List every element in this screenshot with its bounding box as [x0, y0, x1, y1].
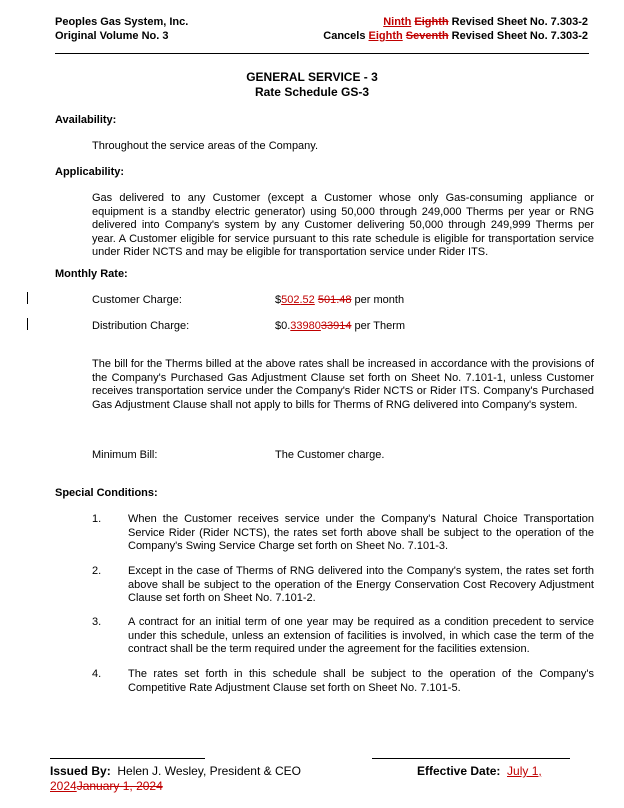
effective-date-deleted: January 1, 2024	[76, 779, 163, 793]
cancels-prefix: Cancels	[323, 30, 369, 42]
cancels-deleted-text: Seventh	[405, 30, 449, 42]
applicability-text: Gas delivered to any Customer (except a Customer whose only Gas-consuming appliance or equipment is a standby electric generator) using 50,000 through 249,000 Therms per year or RNG delivered into Company's system by any Customer delivering 50,000 through 249,999 Therms per year. A Customer eligible for service pursuant to this rate schedule is eligible for transportation service under Rider NCTS and may be eligible for transportation service under Rider ITS.	[92, 192, 594, 259]
effective-date-label: Effective Date:	[417, 764, 501, 778]
effective-date-continued	[50, 779, 163, 793]
distribution-charge-value	[275, 320, 405, 332]
schedule-subtitle: Rate Schedule GS-3	[254, 85, 370, 99]
distribution-charge-deleted: 33914	[320, 320, 352, 332]
customer-charge-deleted: 501.48	[317, 294, 352, 306]
issued-by-value: Helen J. Wesley, President & CEO	[117, 764, 301, 778]
minimum-bill-label: Minimum Bill:	[92, 449, 158, 461]
change-bar	[27, 292, 28, 304]
special-conditions-heading: Special Conditions:	[55, 487, 158, 499]
availability-text: Throughout the service areas of the Company.	[92, 140, 319, 152]
cancels-suffix: Revised Sheet No. 7.303-2	[448, 30, 588, 42]
change-bar	[27, 318, 28, 330]
monthly-rate-heading: Monthly Rate:	[55, 268, 128, 280]
availability-heading: Availability:	[55, 114, 117, 126]
schedule-title: GENERAL SERVICE - 3	[246, 70, 378, 84]
effective-date-inserted: July 1,	[507, 764, 542, 778]
distribution-charge-inserted: 33980	[290, 320, 321, 332]
volume-number: Original Volume No. 3	[55, 30, 169, 42]
condition-number: 3.	[92, 616, 102, 628]
condition-number: 1.	[92, 513, 102, 525]
condition-text: When the Customer receives service under the Company's Natural Choice Transportation Service Rider (Rider NCTS), the rates set forth above shall be subject to the operation of the Company's Swing Service Charge set forth on Sheet No. 7.101-3.	[128, 513, 594, 553]
minimum-bill-value: The Customer charge.	[275, 449, 385, 461]
sheet-deleted-text: Eighth	[414, 16, 449, 28]
condition-text: Except in the case of Therms of RNG delivered into the Company's system, the rates set forth above shall be subject to the operation of the Energy Conservation Cost Recovery Adjustment Clause set forth on Sheet No. 7.101-2.	[128, 565, 594, 605]
customer-charge-suffix: per month	[351, 294, 405, 306]
sheet-number	[383, 16, 588, 28]
customer-charge-value	[275, 294, 404, 306]
distribution-charge-label: Distribution Charge:	[92, 320, 190, 332]
issued-by	[50, 764, 301, 778]
customer-charge-inserted: 502.52	[281, 294, 315, 306]
sheet-suffix: Revised Sheet No. 7.303-2	[448, 16, 588, 28]
customer-charge-label: Customer Charge:	[92, 294, 182, 306]
distribution-charge-suffix: per Therm	[351, 320, 406, 332]
effective-date-inserted-year: 2024	[50, 779, 77, 793]
customer-charge-prefix: $	[275, 294, 282, 306]
footer-divider-left	[50, 758, 205, 759]
condition-number: 2.	[92, 565, 102, 577]
cancels-inserted-text: Eighth	[368, 30, 403, 42]
condition-text: A contract for an initial term of one year may be required as a condition precedent to service under this schedule, unless an extension of facilities is involved, in which case the term of the contract shall be the term required under the agreement for the facilities extension.	[128, 616, 594, 656]
applicability-heading: Applicability:	[55, 166, 125, 178]
condition-number: 4.	[92, 668, 102, 680]
distribution-charge-prefix: $0.	[275, 320, 291, 332]
footer-divider-right	[372, 758, 570, 759]
issued-by-label: Issued By:	[50, 764, 111, 778]
sheet-inserted-text: Ninth	[383, 16, 412, 28]
company-name: Peoples Gas System, Inc.	[55, 16, 189, 28]
header-divider	[55, 53, 589, 54]
pga-clause-text: The bill for the Therms billed at the above rates shall be increased in accordance with the provisions of the Company's Purchased Gas Adjustment Clause set forth on Sheet No. 7.101-1, unless Customer receives transportation service under the Company's Rider NCTS or Rider ITS. Company's Purchased Gas Adjustment Clause shall not apply to bills for Therms of RNG delivered into Company's system.	[92, 358, 594, 411]
cancels-sheet	[323, 30, 588, 42]
effective-date	[417, 764, 542, 778]
condition-text: The rates set forth in this schedule shall be subject to the operation of the Company's Competitive Rate Adjustment Clause set forth on Sheet No. 7.101-5.	[128, 668, 594, 694]
